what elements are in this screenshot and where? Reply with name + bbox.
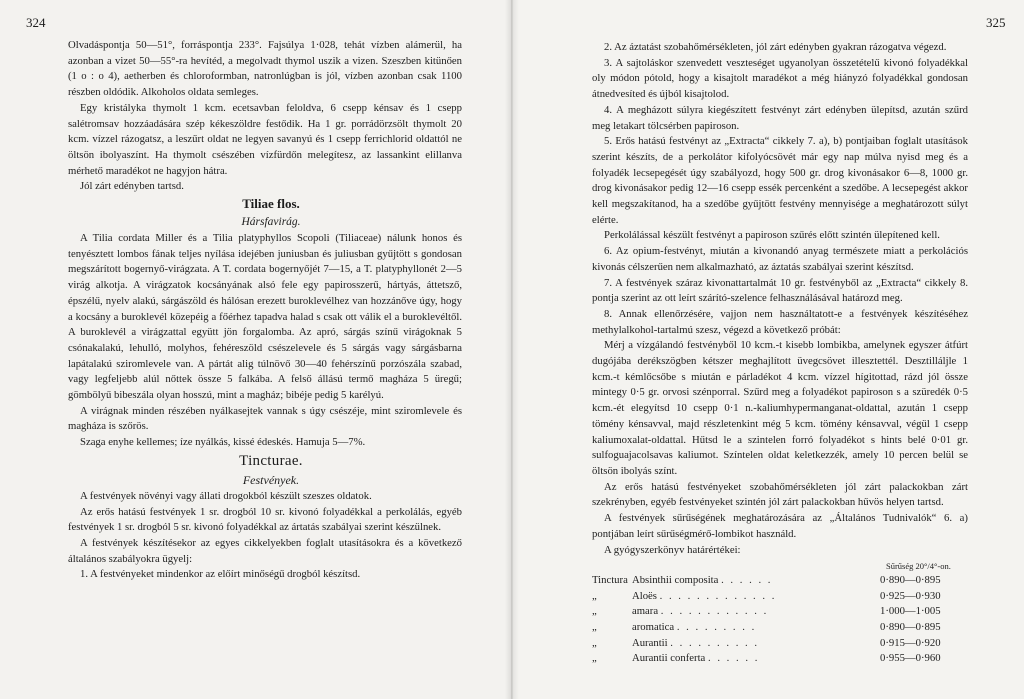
dot-leader: . . . . . . [721, 574, 773, 587]
paragraph: 2. Az áztatást szobahőmérsékleten, jól zárt edényben gyakran rázogatva végezd. [604, 41, 947, 53]
row-name: Aurantii conferta [632, 652, 706, 665]
paragraph: Perkolálással készült festvényt a papiroson szűrés előtt szintén ülepítened kell. [604, 229, 940, 242]
dot-leader: . . . . . . [707, 652, 760, 665]
paragraph: 5. Erős hatású festvényt az „Extracta“ cikkely 7. a), b) pontjaiban foglalt utasítások szerint készíts, de a perkolátor kifolyócsövét már egy nap múlva nyisd meg és a folyadék lecsepegését úgy szabályozd, hogy 500 gr. drog kivonásakor 6—8, 1000 gr. drog kivonásakor pedig 12—16 csepp essék percenként a szedőbe. A lecsepegést akkor kell megszakítanod, ha a szedőbe gyűjtött festvény mennyisége a meghatározott súlyt elérte. [592, 135, 968, 226]
row-name: aromatica [632, 620, 675, 633]
paragraph: 1. A festvényeket mindenkor az előírt minőségű drogból készítsd. [80, 568, 361, 581]
paragraph: A festvények növényi vagy állati drogokból készült szeszes oldatok. [80, 489, 372, 502]
row-name: Aloës [632, 589, 657, 602]
row-prefix: Tinctura [592, 574, 628, 587]
table-header-row [592, 560, 968, 573]
paragraph: A Tilia cordata Miller és a Tilia platyphyllos Scopoli (Tiliaceae) nálunk honos és tenyésztett lombos fának teljes nyílása idejében juniusban és juliusban gyűjtött s gondosan megszárított bogernyő-virágzata. A T. cordata bogernyőjét 7—15, a T. platyphyllonét 2—5 virág alkotja. A virágzatok kocsányának alsó fele egy papirosszerű, hártyás, áttetsző, épszélű, nyelv alakú, sárgászöld és hálósan erezett buroklevélhez van hozzánőve úgy, hogy a kocsány a buroklevél közepéig a főérhez tapadva halad s csak ott válik el a buroklevéltől. A buroklevél a virágzattal együtt jön forgalomba. Az apró, sárgás színű virágoknak 5 csónakalakú, lehulló, molyhos, fehéreszöld csészelevele és 5 sárgás vagy sárgásbarna lapátalakú sziromlevele van. A pártát alig túlnövő 30—40 fehérszínű porzószála szabad, vagy legfeljebb alúl nőttek össze 5 falkába. A felső állású termő magháza 5 üregű; gömbölyű bibeszála olyan hosszú, mint a magház; bibéje pedig 5 karélyú. [68, 232, 462, 402]
paragraph: Egy kristályka thymolt 1 kcm. ecetsavban feloldva, 6 csepp kénsav és 1 csepp salétromsav hozzáadására szép kékeszöldre festődik. Ha 1 gr. porrádörzsölt thymolt 20 kcm. vízzel rázogatsz, a leszűrt oldat ne legyen savanyú és 1 csepp ferrichlorid oldattól ne öltsön ibolyaszínt. Ha thymolt csészében vízfürdőn melegítesz, az lassankint elillanva mérhető maradékot ne hagyjon hátra. [68, 101, 462, 177]
section-subheading: Festvények. [242, 472, 300, 487]
table-row [592, 651, 968, 667]
right-page [512, 0, 1024, 699]
paragraph: Az erős hatású festvényeket szobahőmérsékleten jól zárt palackokban zárt szekrényben, egyéb festvényeket szintén jól zárt palackokban hűvös helyen tartsd. [592, 480, 968, 509]
table-row [592, 636, 968, 652]
row-name: Absinthii composita [632, 574, 719, 587]
page-number-right: 325 [986, 15, 1006, 30]
right-text-column [592, 40, 968, 667]
row-value: 0·915—0·920 [880, 636, 941, 649]
paragraph: Az erős hatású festvények 1 sr. drogból 10 sr. kivonó folyadékkal a perkolálás, egyéb festvények 1 sr. drogból 5 sr. kivonó folyadékkal az ártatás szabályai szerint készülnek. [68, 505, 462, 534]
row-prefix: „ [592, 589, 597, 602]
table-header-density: Sűrűség 20°/4°-on. [886, 561, 951, 572]
paragraph: A festvények készítésekor az egyes cikkelyekben foglalt utasításokra és a következő általános szabályokra ügyelj: [68, 536, 462, 565]
paragraph: 6. Az opium-festvényt, miután a kivonandó anyag természete miatt a perkolációs kivonás célszerűen nem alkalmazható, az áztatás szabályai szerint készítsd. [592, 245, 968, 273]
dot-leader: . . . . . . . . . . . . . [659, 589, 777, 602]
row-value: 0·955—0·960 [880, 652, 941, 665]
page-number-left: 324 [26, 15, 46, 30]
row-name: amara [632, 605, 659, 618]
paragraph: Mérj a vízgálandó festvényből 10 kcm.-t kisebb lombikba, amelynek egyszer átfúrt dugójába derékszögben kétszer meghajlított üvegcsövet illesztettél. Desztilláljle 1 kcm.-t kémlőcsőbe s miután e párladékot 4 kcm. vízzel hígitottad, rázd jól össze mintegy 0·5 gr. orvosi szénporral. Szűrd meg a folyadékot papiroson s a szüredék 0·5 kcm.-ét elegyítsd 10 csepp 0·1 n.-kaliumhypermanganat-oldattal, azután 1 csepp tömény kénsavval, majd részletenkint még 5 kcm. tömény kénsavval, végül 1 csepp kaliumoxalat-oldattal. Hűtsd le a szintelen forró folyadékot s hints belé 0·01 gr. sulfoguajacolsavas kaliumot. Színtelen oldat keletkezzék, amely 10 percen belül se öltsön ibolyás színt. [592, 339, 968, 477]
paragraph: Szaga enyhe kellemes; íze nyálkás, kissé édeskés. Hamuja 5—7%. [80, 436, 366, 449]
row-value: 0·890—0·895 [880, 620, 941, 633]
paragraph: 3. A sajtoláskor szenvedett veszteséget ugyanolyan összetételű kivonó folyadékkal oly módon pótold, hogy a kisajtolt maradékot a még hiányzó folyadékkal gondosan átnedvesíted és újból kisajtolod. [592, 56, 968, 101]
row-name: Aurantii [632, 636, 668, 649]
table-row [592, 573, 968, 589]
section-heading: Tincturae. [239, 452, 303, 469]
paragraph: A gyógyszerkönyv határértékei: [604, 543, 741, 556]
dot-leader: . . . . . . . . . [676, 620, 757, 633]
row-prefix: „ [592, 652, 597, 665]
dot-leader: . . . . . . . . . . . . [660, 605, 769, 618]
row-prefix: „ [592, 636, 597, 649]
paragraph: 8. Annak ellenőrzésére, vajjon nem használtatott-e a festvények készítéséhez methylalkohol-tartalmú szesz, végezd a következő próbát: [592, 307, 968, 336]
section-subheading: Hársfavirág. [241, 216, 301, 229]
row-prefix: „ [592, 620, 597, 633]
row-value: 1·000—1·005 [880, 605, 941, 618]
table-row [592, 604, 968, 620]
table-row [592, 620, 968, 636]
left-text-column [68, 38, 462, 583]
dot-leader: . . . . . . . . . . [670, 636, 760, 649]
row-value: 0·890—0·895 [880, 574, 941, 587]
table-row [592, 589, 968, 605]
row-value: 0·925—0·930 [880, 589, 941, 602]
left-page [0, 0, 511, 699]
paragraph: Olvadáspontja 50—51°, forráspontja 233°. Fajsúlya 1·028, tehát vízben alámerül, ha azonban a vizet 50—55°-ra hevítéd, a megolvadt thymol uszik a vizen. Szeszben kitünően (1 o : o 4), aetherben és chloroformban, natronlúgban is jól, vízben azonban csak 1100 részben oldódik. Alkoholos oldata semleges. [68, 39, 462, 99]
paragraph: A virágnak minden részében nyálkasejtek vannak s úgy csészéje, mint sziromlevele és magháza is szőrös. [68, 404, 462, 433]
paragraph: A festvények sűrűségének meghatározására az „Általános Tudnivalók“ 6. a) pontjában leírt sűrűségmérő-lombikot használd. [592, 512, 968, 540]
section-heading: Tiliae flos. [242, 196, 300, 212]
paragraph: 7. A festvények száraz kivonattartalmát 10 gr. festvényből az „Extracta“ cikkely 8. pontja szerint az ott leírt szárító-szelence felhasználásával határozd meg. [592, 276, 968, 305]
row-prefix: „ [592, 605, 597, 618]
density-table [592, 560, 968, 667]
paragraph: Jól zárt edényben tartsd. [80, 180, 184, 193]
paragraph: 4. A megházott súlyra kiegészített festvényt zárt edényben ülepítsd, azután szűrd meg letakart tölcsérben papiroson. [592, 103, 968, 132]
